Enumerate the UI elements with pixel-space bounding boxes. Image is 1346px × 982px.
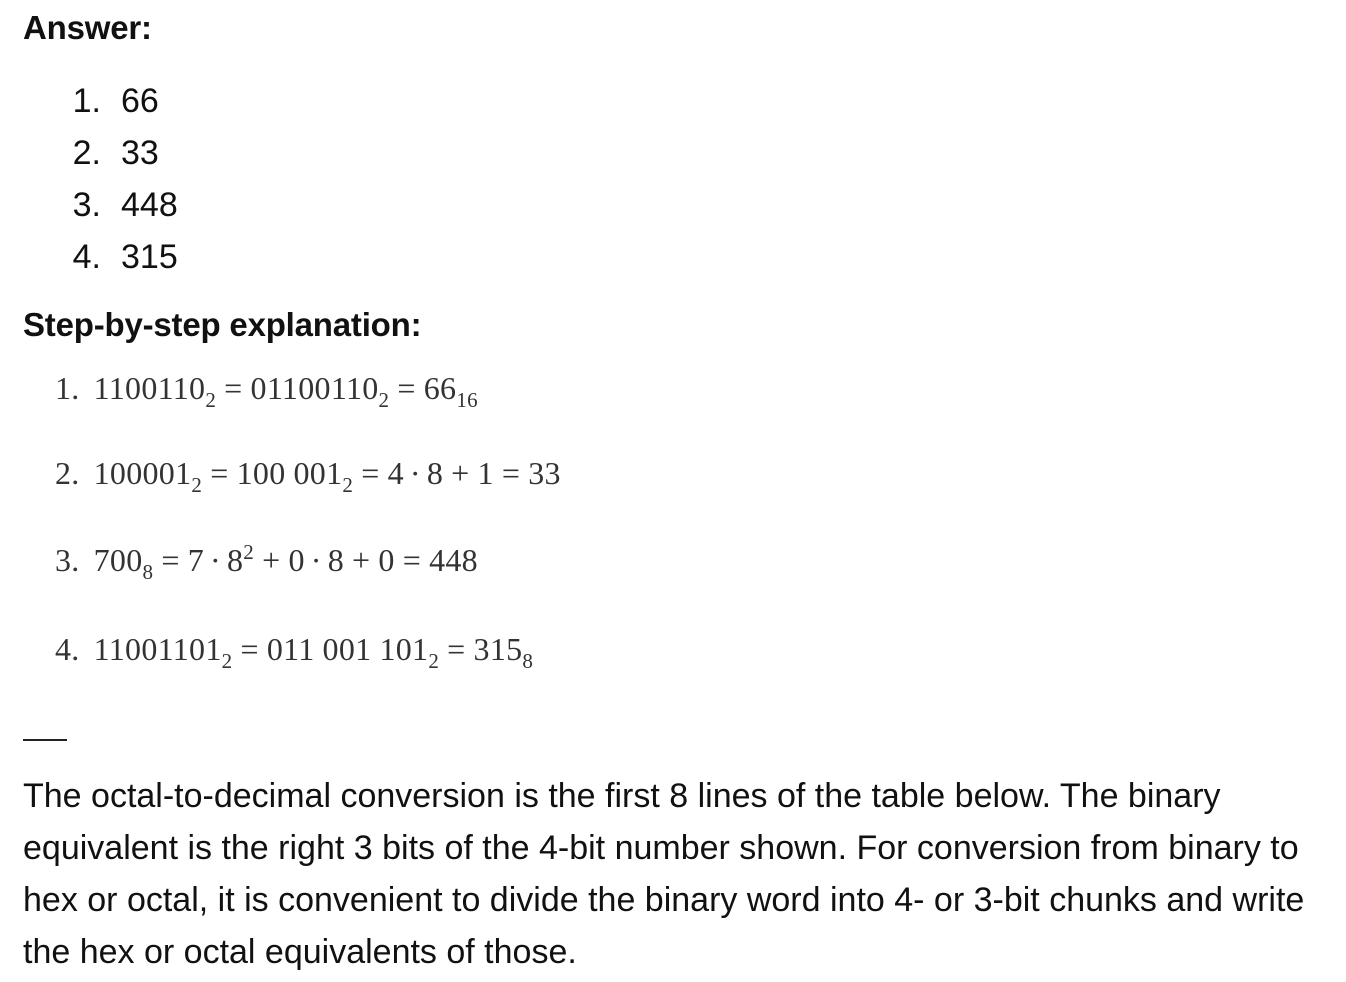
term: 8 [226,542,244,578]
equals-sign: = [402,542,422,578]
octal-value: 700 [93,542,143,578]
answer-item-value: 448 [121,186,178,224]
equals-sign: = [224,370,243,406]
equals-sign: = [447,631,466,667]
answer-item-value: 66 [121,82,159,120]
equals-sign: = [210,455,229,491]
base-subscript: 2 [221,649,233,673]
grouped-chunk: 001 [293,455,343,491]
step-equation-3 [55,540,478,584]
binary-value: 11001101 [93,631,222,667]
exponent: 2 [243,540,255,564]
answer-heading: Answer: [23,9,152,46]
step-equation-1 [55,370,478,412]
plus-sign: + [262,542,281,578]
step-number: 1. [55,370,80,406]
grouped-chunk: 0110 [250,370,315,406]
result-value: 315 [473,631,523,667]
term: 8 [426,455,444,491]
multiply-dot: · [310,542,322,578]
answer-item-number: 2. [72,134,101,172]
answer-item-value: 315 [121,238,178,276]
term: 8 [327,542,345,578]
answer-item-number: 1. [72,82,101,120]
binary-value: 1100110 [93,370,206,406]
steps-heading: Step-by-step explanation: [23,306,422,343]
grouped-chunk: 101 [379,631,429,667]
explanation-paragraph: The octal-to-decimal conversion is the first 8 lines of the table below. The binary equivalent is the right 3 bits of the 4-bit number shown. For conversion from binary to hex or octal, it is convenient to divide the binary word into 4- or 3-bit chunks and write the hex or octal equivalents of those. [23,777,1305,971]
equals-sign: = [501,455,521,491]
grouped-chunk: 001 [322,631,372,667]
base-subscript: 8 [142,560,154,584]
equals-sign: = [161,542,180,578]
base-subscript: 16 [456,388,478,412]
grouped-chunk: 011 [266,631,315,667]
grouped-chunk: 100 [236,455,286,491]
base-subscript: 8 [522,649,534,673]
plus-sign: + [451,455,470,491]
equals-sign: = [240,631,259,667]
step-equation-4 [55,631,534,673]
term: 7 [187,542,204,578]
step-number: 3. [55,542,80,578]
base-subscript: 2 [378,388,390,412]
multiply-dot: · [409,455,421,491]
equals-sign: = [397,370,416,406]
grouped-chunk: 0110 [314,370,379,406]
term: 0 [288,542,305,578]
result-value: 33 [528,455,561,491]
result-value: 66 [423,370,457,406]
step-number: 2. [55,455,80,491]
step-equation-2 [55,455,561,497]
multiply-dot: · [210,542,221,578]
term: 4 [387,455,404,491]
result-value: 448 [429,542,478,578]
step-number: 4. [55,631,80,667]
base-subscript: 2 [191,473,203,497]
term: 1 [477,455,494,491]
divider [23,739,67,741]
equals-sign: = [361,455,380,491]
base-subscript: 2 [205,388,217,412]
plus-sign: + [352,542,371,578]
answer-item-number: 3. [72,186,101,224]
base-subscript: 2 [428,649,440,673]
answer-item-value: 33 [121,134,159,172]
binary-value: 100001 [93,455,192,491]
term: 0 [378,542,395,578]
base-subscript: 2 [342,473,354,497]
answer-item-number: 4. [72,238,101,276]
